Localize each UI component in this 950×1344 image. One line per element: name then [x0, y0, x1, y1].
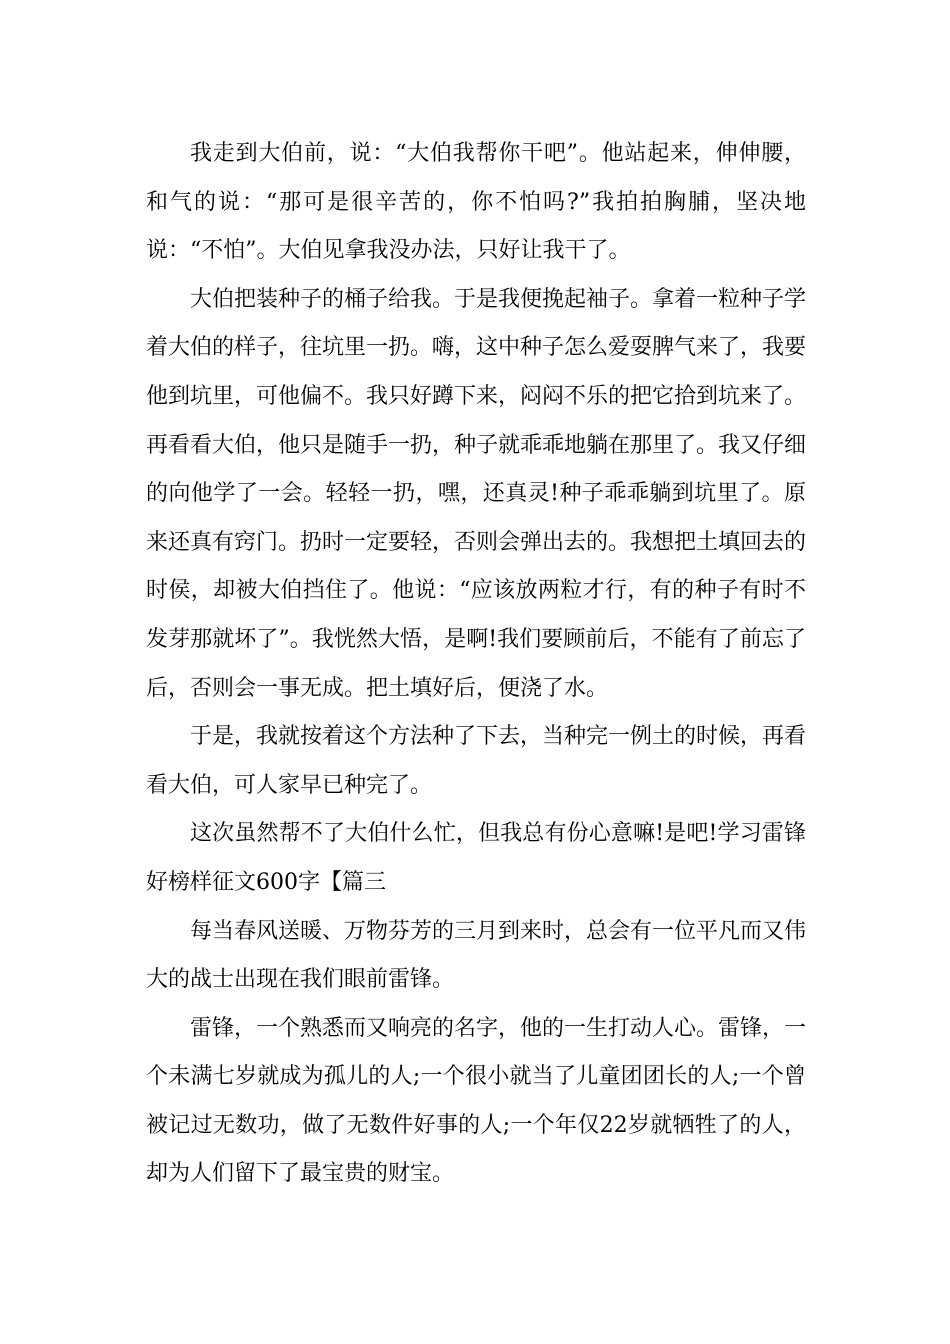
- paragraph-4: 这次虽然帮不了大伯什么忙，但我总有份心意嘛!是吧!学习雷锋好榜样征文600字【篇三: [146, 821, 806, 895]
- paragraph-3: 于是，我就按着这个方法种了下去，当种完一例土的时候，再看看大伯，可人家早已种完了。: [146, 724, 807, 798]
- paragraph-2: 大伯把装种子的桶子给我。于是我便挽起袖子。拿着一粒种子学着大伯的样子，往坑里一扔。嗨，这中种子怎么爱耍脾气来了，我要他到坑里，可他偏不。我只好蹲下来，闷闷不乐的把它拾到坑来了。再看看大伯，他只是随手一扔，种子就乖乖地躺在那里了。我又仔细的向他学了一会。轻轻一扔，嘿，还真灵!种子乖乖躺到坑里了。原来还真有窍门。扔时一定要轻，否则会弹出去的。我想把土填回去的时侯，却被大伯挡住了。他说：“应该放两粒才行，有的种子有时不发芽那就坏了”。我恍然大悟，是啊!我们要顾前后，不能有了前忘了后，否则会一事无成。把土填好后，便浇了水。: [146, 286, 807, 701]
- paragraph-5: 每当春风送暖、万物芬芳的三月到来时，总会有一位平凡而又伟大的战士出现在我们眼前雷锋。: [146, 918, 807, 993]
- document-body: [146, 130, 806, 1199]
- paragraph-6: 雷锋，一个熟悉而又响亮的名字，他的一生打动人心。雷锋，一个未满七岁就成为孤儿的人;一个很小就当了儿童团团长的人;一个曾被记过无数功，做了无数件好事的人;一个年仅22岁就牺牲了的人，却为人们留下了最宝贵的财宝。: [146, 1015, 807, 1187]
- paragraph-1: 我走到大伯前，说：“大伯我帮你干吧”。他站起来，伸伸腰，和气的说：“那可是很辛苦的，你不怕吗?”我拍拍胸脯，坚决地说：“不怕”。大伯见拿我没办法，只好让我干了。: [146, 141, 806, 264]
